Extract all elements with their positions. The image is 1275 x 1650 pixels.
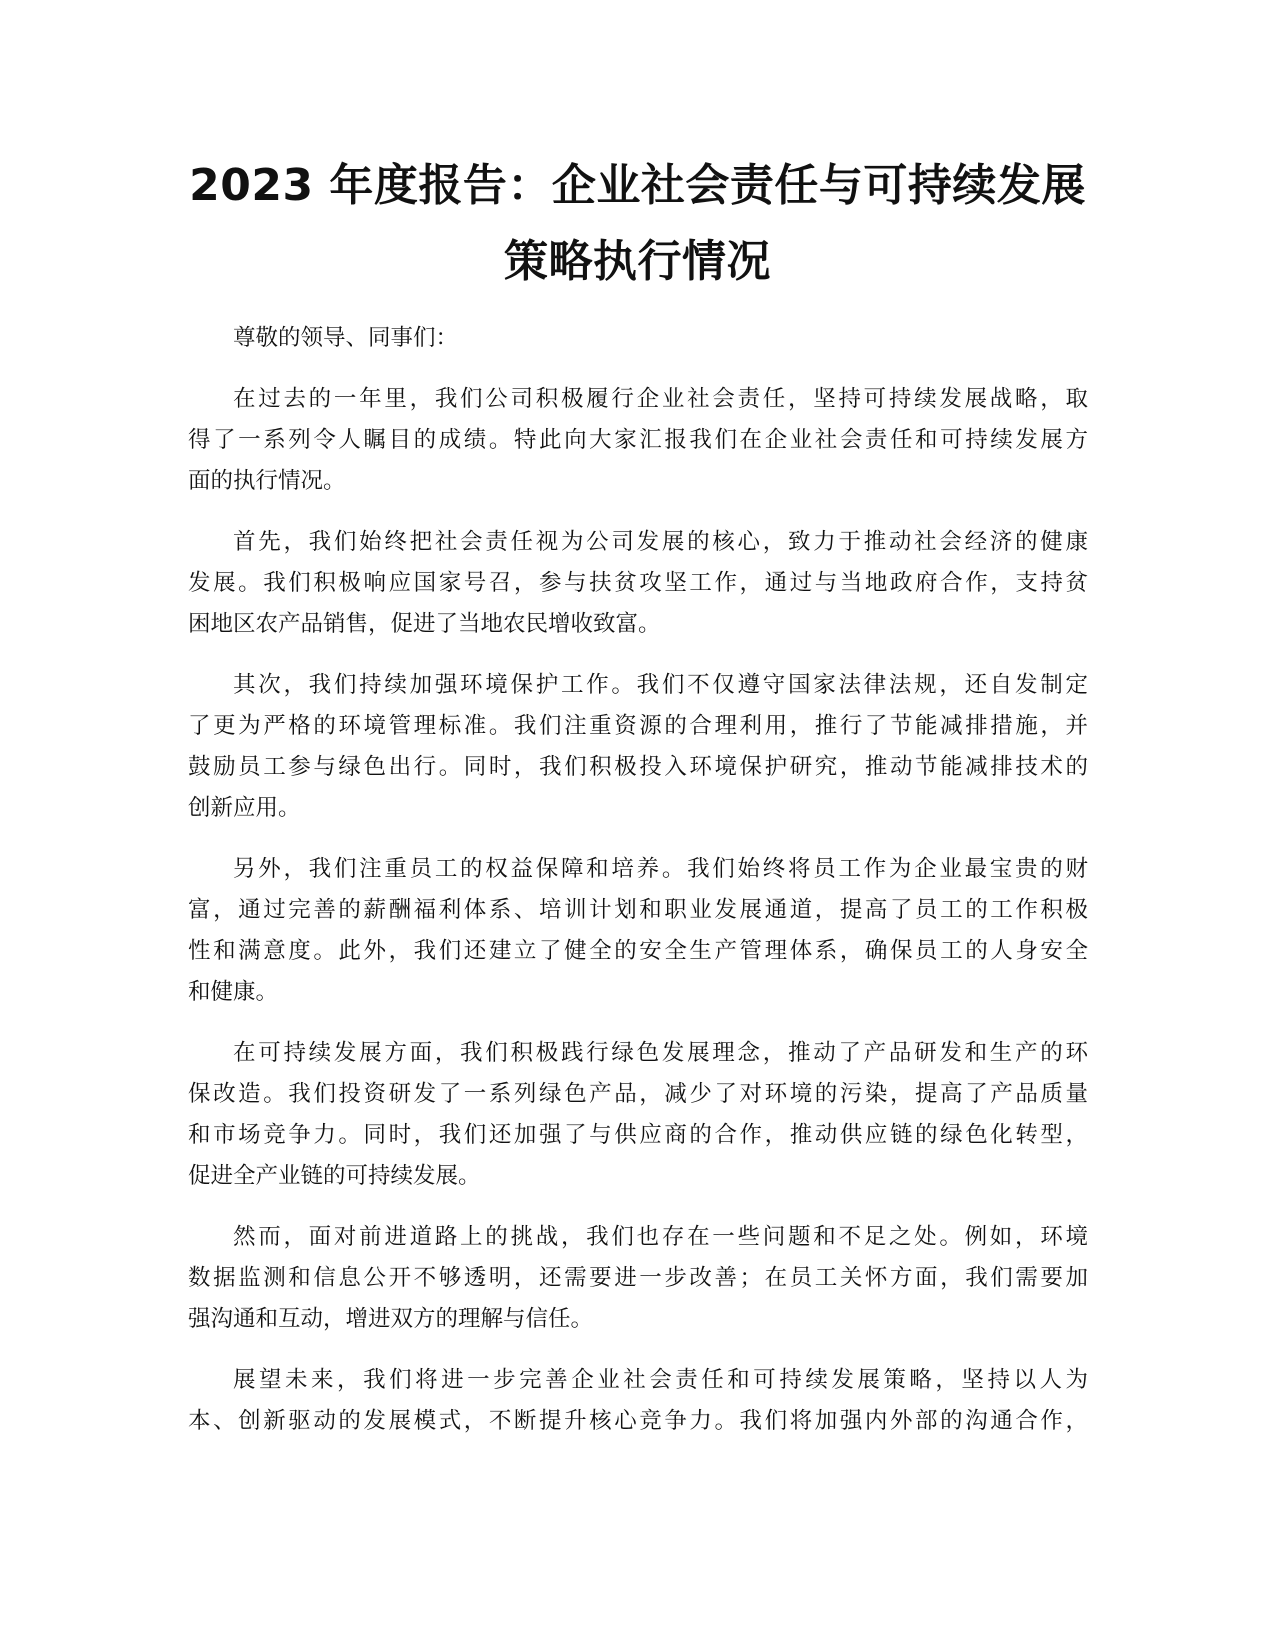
paragraph-line: 在过去的一年里，我们公司积极履行企业社会责任，坚持可持续发展战略，取 bbox=[233, 386, 1088, 412]
paragraph-line: 其次，我们持续加强环境保护工作。我们不仅遵守国家法律法规，还自发制定 bbox=[233, 672, 1088, 698]
paragraph-line: 富，通过完善的薪酬福利体系、培训计划和职业发展通道，提高了员工的工作积极 bbox=[188, 897, 1088, 923]
paragraph-line: 本、创新驱动的发展模式，不断提升核心竞争力。我们将加强内外部的沟通合作， bbox=[188, 1408, 1088, 1434]
paragraph-line: 和健康。 bbox=[188, 979, 279, 1005]
title-line-2: 策略执行情况 bbox=[504, 236, 771, 287]
paragraph-line: 困地区农产品销售，促进了当地农民增收致富。 bbox=[188, 611, 661, 637]
paragraph-outlook bbox=[188, 1360, 1088, 1442]
paragraph-social-responsibility bbox=[188, 522, 1088, 645]
document-title bbox=[150, 148, 1125, 300]
paragraph-line: 性和满意度。此外，我们还建立了健全的安全生产管理体系，确保员工的人身安全 bbox=[188, 938, 1088, 964]
paragraph-line: 另外，我们注重员工的权益保障和培养。我们始终将员工作为企业最宝贵的财 bbox=[233, 856, 1088, 882]
paragraph-line: 了更为严格的环境管理标准。我们注重资源的合理利用，推行了节能减排措施，并 bbox=[188, 713, 1088, 739]
document-body bbox=[188, 318, 1088, 1462]
paragraph-line: 然而，面对前进道路上的挑战，我们也存在一些问题和不足之处。例如，环境 bbox=[233, 1224, 1088, 1250]
paragraph-line: 鼓励员工参与绿色出行。同时，我们积极投入环境保护研究，推动节能减排技术的 bbox=[188, 754, 1088, 780]
paragraph-line: 保改造。我们投资研发了一系列绿色产品，减少了对环境的污染，提高了产品质量 bbox=[188, 1081, 1088, 1107]
paragraph-line: 在可持续发展方面，我们积极践行绿色发展理念，推动了产品研发和生产的环 bbox=[233, 1040, 1088, 1066]
title-line-1: 2023 年度报告：企业社会责任与可持续发展 bbox=[189, 160, 1086, 211]
paragraph-challenges bbox=[188, 1217, 1088, 1340]
paragraph-intro bbox=[188, 379, 1088, 502]
paragraph-line: 首先，我们始终把社会责任视为公司发展的核心，致力于推动社会经济的健康 bbox=[233, 529, 1088, 555]
paragraph-line: 和市场竞争力。同时，我们还加强了与供应商的合作，推动供应链的绿色化转型， bbox=[188, 1122, 1088, 1148]
paragraph-line: 强沟通和互动，增进双方的理解与信任。 bbox=[188, 1306, 594, 1332]
paragraph-environment bbox=[188, 665, 1088, 829]
paragraph-line: 展望未来，我们将进一步完善企业社会责任和可持续发展策略，坚持以人为 bbox=[233, 1367, 1088, 1393]
paragraph-line: 发展。我们积极响应国家号召，参与扶贫攻坚工作，通过与当地政府合作，支持贫 bbox=[188, 570, 1088, 596]
salutation-text: 尊敬的领导、同事们： bbox=[233, 325, 459, 351]
salutation bbox=[188, 318, 1088, 359]
paragraph-line: 创新应用。 bbox=[188, 795, 301, 821]
paragraph-sustainability bbox=[188, 1033, 1088, 1197]
paragraph-line: 得了一系列令人瞩目的成绩。特此向大家汇报我们在企业社会责任和可持续发展方 bbox=[188, 427, 1088, 453]
paragraph-line: 数据监测和信息公开不够透明，还需要进一步改善；在员工关怀方面，我们需要加 bbox=[188, 1265, 1088, 1291]
paragraph-line: 促进全产业链的可持续发展。 bbox=[188, 1163, 481, 1189]
paragraph-line: 面的执行情况。 bbox=[188, 468, 346, 494]
paragraph-employees bbox=[188, 849, 1088, 1013]
